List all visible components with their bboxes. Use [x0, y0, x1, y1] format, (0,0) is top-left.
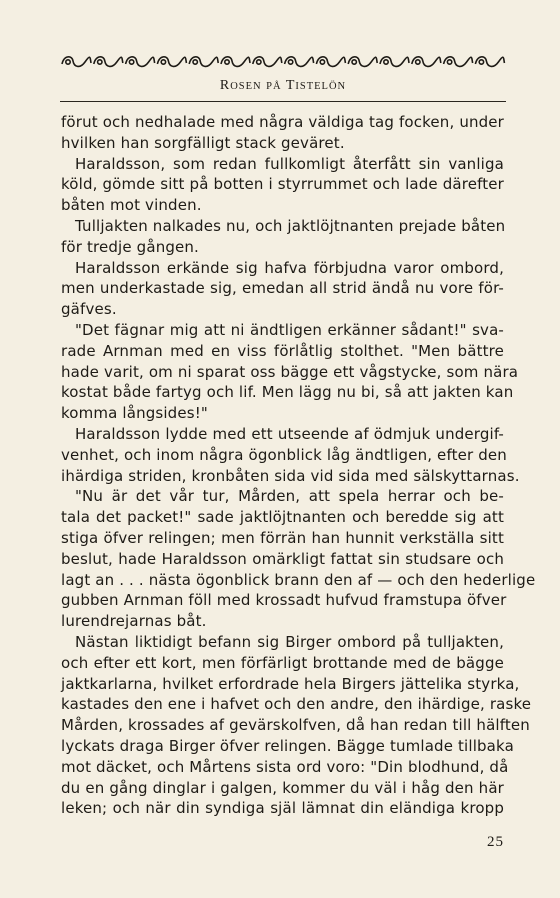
text-line: rade Arnman med en viss förlåtlig stolthet. "Men bättre: [61, 341, 504, 360]
page-number: 25: [487, 834, 504, 850]
text-line: köld, gömde sitt på botten i styrrummet och lade därefter: [61, 175, 504, 194]
ornament-curl: [129, 60, 133, 64]
header-word-2: PÅ: [266, 81, 282, 92]
text-line: Tulljakten nalkades nu, och jaktlöjtnanten prejade båten: [75, 216, 506, 235]
header-rule: [60, 101, 506, 102]
text-line: gäfves.: [61, 300, 117, 319]
text-line: venhet, och inom några ögonblick låg ändtligen, efter den: [61, 445, 507, 464]
text-line: lagt an . . . nästa ögonblick brann den af — och den hederlige: [61, 570, 536, 589]
text-line: för tredje gången.: [61, 237, 199, 256]
ornament-curl: [288, 60, 292, 64]
ornament-curl: [257, 60, 261, 64]
text-line: lurendrejarnas båt.: [61, 612, 207, 631]
text-line: kastades den ene i hafvet och den andre, den ihärdige, raske: [61, 695, 532, 714]
ornament-curl: [447, 60, 451, 64]
text-line: men underkastade sig, emedan all strid ändå nu vore för-: [61, 279, 504, 298]
text-line: jaktkarlarna, hvilket erfordrade hela Birgers jättelika styrka,: [61, 674, 520, 693]
header-cap-3: T: [285, 78, 296, 93]
ornament-curl: [320, 60, 324, 64]
text-line: Haraldsson, som redan fullkomligt återfått sin vanliga: [75, 154, 504, 173]
text-line: hade varit, om ni sparat oss bägge ett vågstycke, som nära: [61, 362, 519, 381]
ornament-curl: [225, 60, 229, 64]
ornament-curl: [98, 60, 102, 64]
text-line: leken; och när din syndiga själ lämnat din eländiga kropp: [61, 799, 504, 818]
ornament-curl: [193, 60, 197, 64]
text-line: Haraldsson erkände sig hafva förbjudna varor ombord,: [75, 258, 504, 277]
running-header: [60, 78, 506, 94]
ornament-curl: [161, 60, 165, 64]
text-line: hvilken han sorgfälligt stack geväret.: [61, 133, 345, 152]
text-line: Nästan liktidigt befann sig Birger ombord på tulljakten,: [75, 632, 504, 651]
ornament-curl: [479, 60, 483, 64]
text-line: och efter ett kort, men förfärligt brottande med de bägge: [61, 653, 504, 672]
text-line: mot däcket, och Mårtens sista ord voro: "Din blodhund, då: [61, 757, 509, 776]
header-word-1: OSEN: [230, 81, 262, 92]
text-line: tala det packet!" sade jaktlöjtnanten och beredde sig att: [61, 508, 504, 527]
text-line: Haraldsson lydde med ett utseende af ödmjuk undergif-: [75, 424, 504, 443]
text-line: du en gång dinglar i galgen, kommer du väl i håg den här: [61, 778, 504, 797]
text-line: lyckats draga Birger öfver relingen. Bägge tumlade tillbaka: [61, 736, 514, 755]
ornament-curl: [352, 60, 356, 64]
text-line: beslut, hade Haraldsson omärkligt fattat sin studsare och: [61, 549, 504, 568]
ornament-curl: [384, 60, 388, 64]
text-line: ihärdiga striden, kronbåten sida vid sida med sälskyttarnas.: [61, 466, 520, 485]
text-line: Mården, krossades af gevärskolfven, då han redan till hälften: [61, 716, 530, 735]
text-line: gubben Arnman föll med krossadt hufvud framstupa öfver: [61, 591, 507, 610]
text-line: "Det fägnar mig att ni ändtligen erkänner sådant!" sva-: [75, 320, 504, 339]
ornament-curl: [416, 60, 420, 64]
header-cap-1: R: [219, 78, 231, 93]
text-line: komma långsides!": [61, 404, 208, 423]
ornament-curl: [66, 60, 70, 64]
body-text: [61, 112, 536, 819]
text-line: "Nu är det vår tur, Mården, att spela herrar och be-: [75, 487, 504, 506]
text-line: förut och nedhalade med några väldiga tag focken, under: [61, 113, 504, 131]
text-line: båten mot vinden.: [61, 196, 202, 215]
header-word-3: ISTELÖN: [295, 81, 347, 92]
decorative-ornament-band: [60, 52, 506, 72]
text-line: kostat både fartyg och lif. Men lägg nu bi, så att jakten kan: [61, 383, 514, 402]
text-line: stiga öfver relingen; men förrän han hunnit verkställa sitt: [61, 528, 504, 547]
